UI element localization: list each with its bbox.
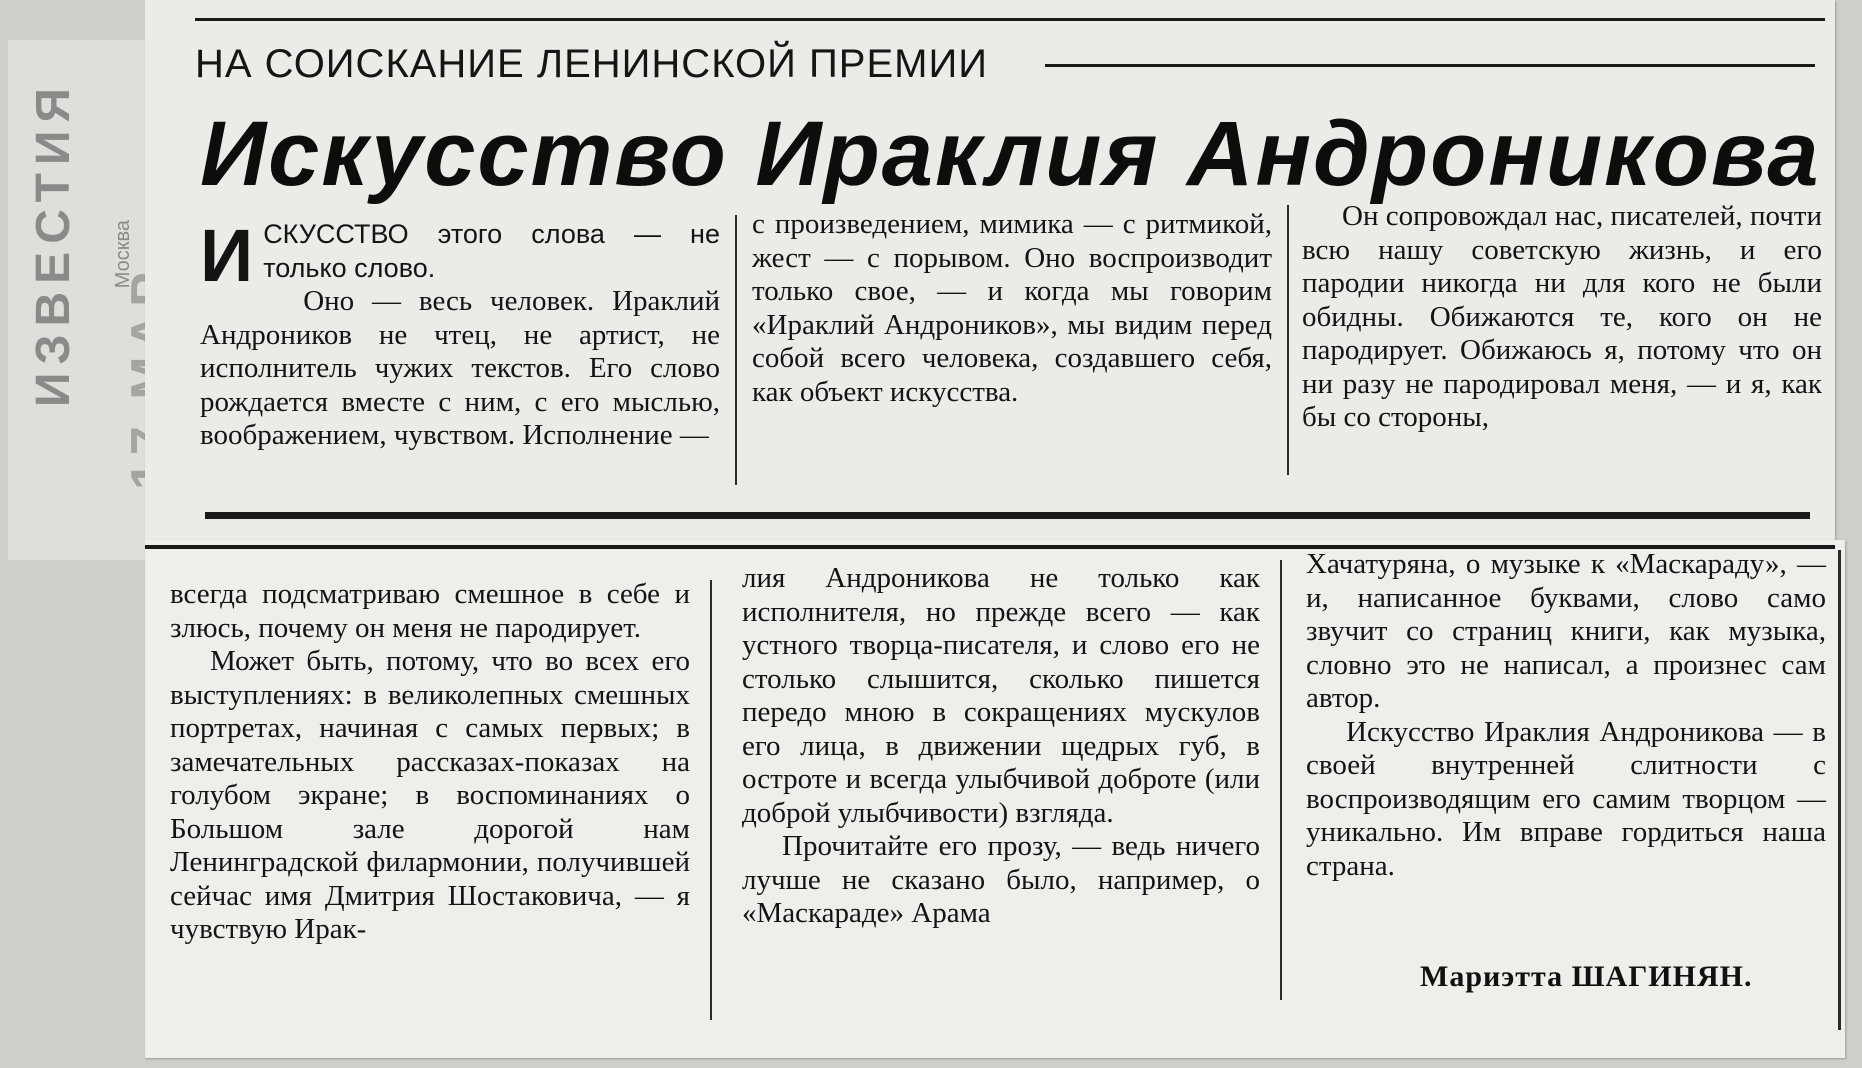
- signature: Мариэтта ШАГИНЯН.: [1420, 960, 1753, 993]
- top-rule: [195, 18, 1825, 21]
- paragraph: Он сопровождал нас, писателей, почти всю нашу советскую жизнь, и его пародии никогда ни для кого не были обидны. Обижаются те, кого он не пародирует. Обижаюсь я, потому что он ни разу не пародировал меня, — и я, как бы со стороны,: [1302, 200, 1822, 433]
- bottom-column-1: [170, 578, 690, 947]
- paragraph: всегда подсматриваю смешное в себе и злюсь, почему он меня не пародирует.: [170, 578, 690, 644]
- column-divider: [710, 580, 712, 1020]
- bottom-column-3: [1306, 548, 1826, 883]
- paragraph: лия Андроникова не только как исполнителя, но прежде всего — как устного творца-писателя, и слово его не столько слышится, сколько пишется передо мною в сокращениях мускулов его лица, в движении щедрых губ, в остроте и всегда улыбчивой доброте (или доброй улыбчивости) взгляда.: [742, 562, 1260, 829]
- top-column-3: [1302, 200, 1822, 435]
- column-divider: [1287, 205, 1289, 475]
- lead-paragraph: [200, 218, 720, 285]
- paragraph: с произведением, мимика — с ритмикой, жест — с порывом. Оно воспроизводит только свое, — и когда мы говорим «Ираклий Андроников», мы видим перед собой всего человека, создавшего себя, как объект искусства.: [752, 208, 1272, 408]
- lead-text: СКУССТВО этого слова — не только слово.: [263, 219, 720, 283]
- paragraph: Может быть, потому, что во всех его выступлениях: в великолепных смешных портретах, начиная с самых первых; в замечательных рассказах-показах на голубом экране; в воспоминаниях о Большом зале дорогой нам Ленинградской филармонии, получившей сейчас имя Дмитрия Шостаковича, — я чувствую Ирак-: [170, 645, 690, 945]
- column-divider: [735, 215, 737, 485]
- rubric: НА СОИСКАНИЕ ЛЕНИНСКОЙ ПРЕМИИ: [195, 42, 988, 86]
- column-divider: [1280, 560, 1282, 1000]
- right-edge-rule: [1838, 550, 1841, 1030]
- top-bottom-rule: [205, 512, 1810, 519]
- paragraph: Прочитайте его прозу, — ведь ничего лучше не сказано было, например, о «Маскараде» Арама: [742, 830, 1260, 929]
- bottom-column-2: [742, 562, 1260, 931]
- paragraph: Искусство Ираклия Андроникова — в своей внутренней слитности с воспроизводящим его самим творцом — уникально. Им вправе гордиться наша страна.: [1306, 715, 1826, 882]
- rubric-line: [1045, 64, 1815, 67]
- archive-stamp: [8, 40, 158, 490]
- stamp-newspaper: ИЗВЕСТИЯ: [27, 80, 80, 408]
- dropcap: И: [200, 214, 254, 297]
- stamp-city: Москва: [112, 220, 134, 289]
- top-column-1: [200, 214, 720, 453]
- headline: Искусство Ираклия Андроникова: [200, 103, 1821, 205]
- paragraph: Хачатуряна, о музыке к «Маскараду», — и, написанное буквами, слово само звучит со страниц книги, как музыка, словно это не написал, а произнес сам автор.: [1306, 548, 1826, 714]
- paragraph: Оно — весь человек. Ираклий Андроников не чтец, не артист, не исполнитель чужих текстов. Его слово рождается вместе с ним, с его мыслью, воображением, чувством. Исполнение —: [200, 285, 720, 451]
- top-column-2: [752, 208, 1272, 409]
